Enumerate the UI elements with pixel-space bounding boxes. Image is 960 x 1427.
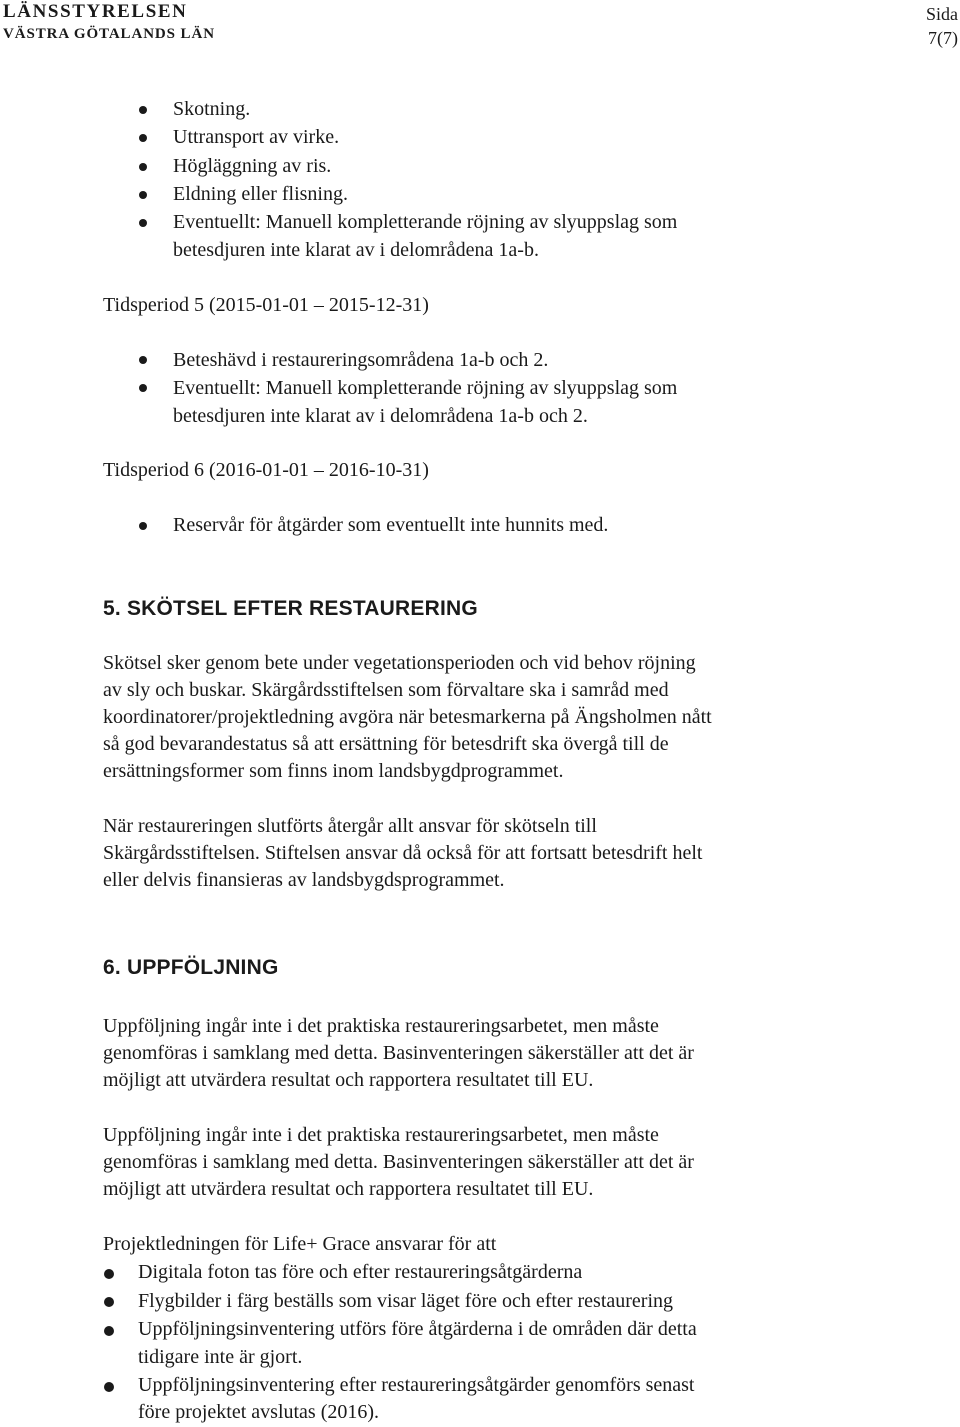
text-line: ersättningsformer som finns inom landsbygdprogrammet. xyxy=(103,760,564,782)
agency-logo xyxy=(3,2,215,42)
page-label: Sida xyxy=(925,4,958,24)
text-line: Uppföljning ingår inte i det praktiska restaureringsarbetet, men måste xyxy=(103,1124,659,1146)
list-item: Uppföljningsinventering utförs före åtgärderna i de områden där detta xyxy=(138,1318,697,1340)
text-line: När restaureringen slutförts återgår allt ansvar för skötseln till xyxy=(103,815,597,837)
bullet xyxy=(139,134,147,142)
text-line: Skärgårdsstiftelsen. Stiftelsen ansvar då också för att fortsatt betesdrift helt xyxy=(103,842,703,864)
logo-line-2: VÄSTRA GÖTALANDS LÄN xyxy=(3,26,215,42)
responsibility-intro: Projektledningen för Life+ Grace ansvarar för att xyxy=(103,1233,497,1255)
bullet xyxy=(139,106,147,114)
list-item: Reservår för åtgärder som eventuellt inte hunnits med. xyxy=(173,514,609,536)
text-line: möjligt att utvärdera resultat och rapportera resultatet till EU. xyxy=(103,1069,594,1091)
list-item: Uppföljningsinventering efter restaureringsåtgärder genomförs senast xyxy=(138,1374,695,1396)
list-item: Högläggning av ris. xyxy=(173,155,332,177)
list-item: Eventuellt: Manuell kompletterande röjning av slyuppslag som xyxy=(173,211,678,233)
list-item-continuation: tidigare inte är gjort. xyxy=(138,1346,303,1368)
bullet xyxy=(139,219,147,227)
bullet xyxy=(104,1382,114,1392)
text-line: av sly och buskar. Skärgårdsstiftelsen som förvaltare ska i samråd med xyxy=(103,679,669,701)
list-item: Eldning eller flisning. xyxy=(173,183,348,205)
page-indicator xyxy=(926,2,958,50)
text-line: så god bevarandestatus så att ersättning för betesdrift ska övergå till de xyxy=(103,733,669,755)
text-line: genomföras i samklang med detta. Basinventeringen säkerställer att det är xyxy=(103,1042,694,1064)
list-item: Digitala foton tas före och efter restaureringsåtgärderna xyxy=(138,1261,583,1283)
text-line: eller delvis finansieras av landsbygdsprogrammet. xyxy=(103,869,505,891)
bullet xyxy=(104,1269,114,1279)
period-6-heading: Tidsperiod 6 (2016-01-01 – 2016-10-31) xyxy=(103,459,429,481)
bullet xyxy=(139,356,147,364)
list-item: Flygbilder i färg beställs som visar läget före och efter restaurering xyxy=(138,1290,674,1312)
bullet xyxy=(104,1326,114,1336)
bullet xyxy=(104,1297,114,1307)
list-item-continuation: betesdjuren inte klarat av i delområdena 1a-b och 2. xyxy=(173,405,588,427)
list-item-continuation: före projektet avslutas (2016). xyxy=(138,1401,380,1423)
text-line: möjligt att utvärdera resultat och rapportera resultatet till EU. xyxy=(103,1178,594,1200)
section-6-heading: 6. UPPFÖLJNING xyxy=(103,956,279,979)
text-line: Skötsel sker genom bete under vegetationsperioden och vid behov röjning xyxy=(103,652,696,674)
text-line: genomföras i samklang med detta. Basinventeringen säkerställer att det är xyxy=(103,1151,694,1173)
list-item: Skotning. xyxy=(173,98,251,120)
text-line: koordinatorer/projektledning avgöra när betesmarkerna på Ängsholmen nått xyxy=(103,706,712,728)
logo-line-1: LÄNSSTYRELSEN xyxy=(3,1,188,22)
bullet xyxy=(139,163,147,171)
section-5-heading: 5. SKÖTSEL EFTER RESTAURERING xyxy=(103,597,478,620)
list-item-continuation: betesdjuren inte klarat av i delområdena 1a-b. xyxy=(173,239,539,261)
bullet xyxy=(139,191,147,199)
list-item: Eventuellt: Manuell kompletterande röjning av slyuppslag som xyxy=(173,377,678,399)
bullet xyxy=(139,522,147,530)
text-line: Uppföljning ingår inte i det praktiska restaureringsarbetet, men måste xyxy=(103,1015,659,1037)
page-number: 7(7) xyxy=(928,28,958,48)
list-item: Uttransport av virke. xyxy=(173,126,340,148)
list-item: Beteshävd i restaureringsområdena 1a-b och 2. xyxy=(173,349,549,371)
period-5-heading: Tidsperiod 5 (2015-01-01 – 2015-12-31) xyxy=(103,294,429,316)
bullet xyxy=(139,384,147,392)
